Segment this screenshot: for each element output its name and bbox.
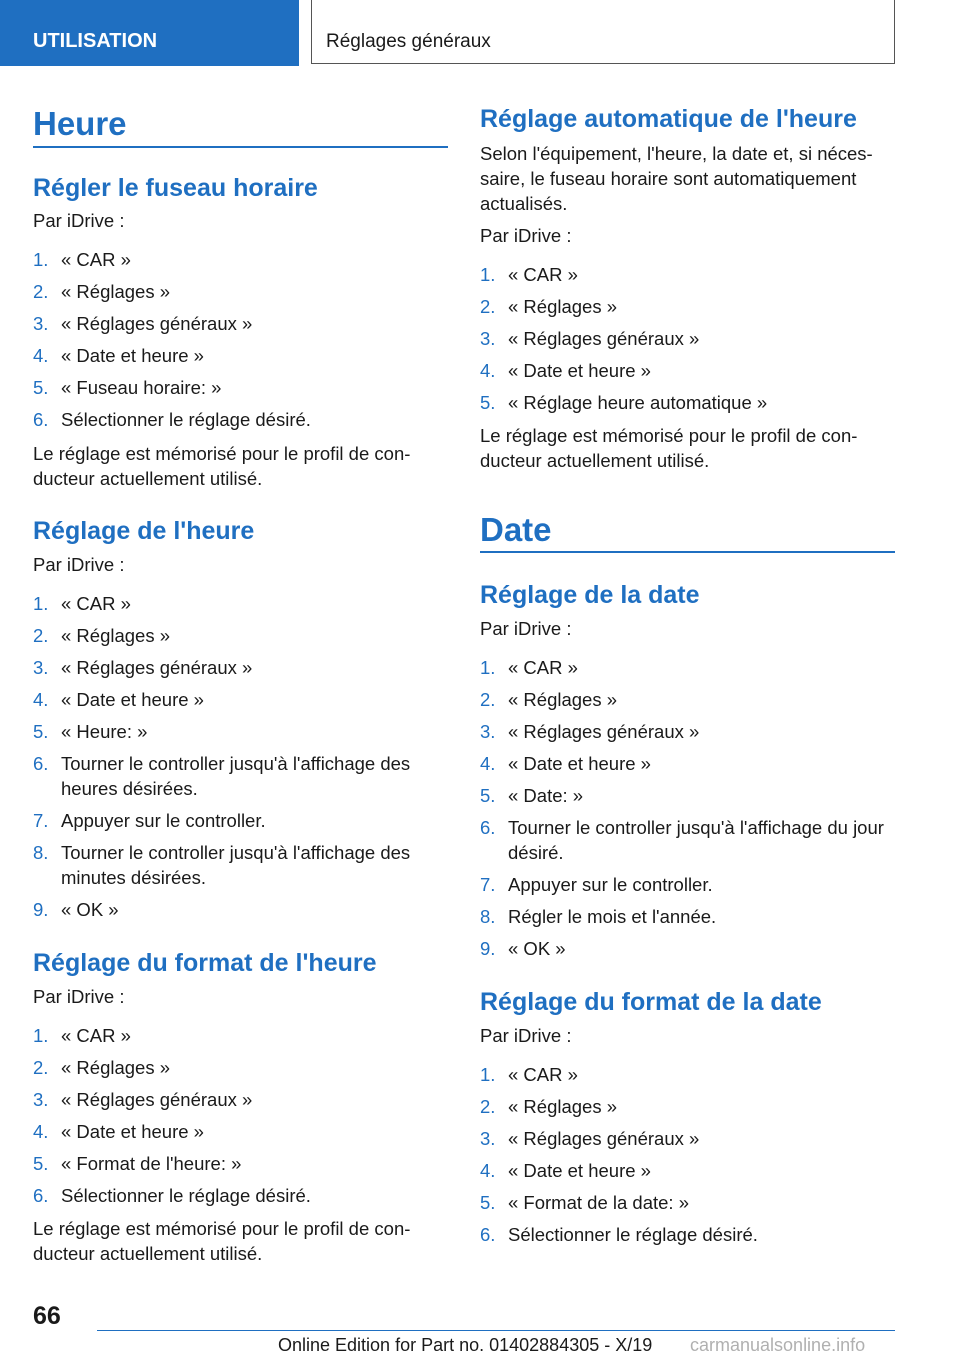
list-item-number: 4. [480, 1160, 496, 1181]
list-item-number: 2. [480, 689, 496, 710]
list-item-text: « Format de l'heure: » [61, 1153, 242, 1174]
list-item-number: 4. [33, 689, 49, 710]
watermark: carmanualsonline.info [690, 1335, 866, 1355]
list-item-number: 2. [480, 1096, 496, 1117]
list-item-text: « Réglages » [508, 689, 618, 710]
section-title-fuseau: Régler le fuseau horaire [33, 174, 318, 202]
section-note: Le réglage est mémorisé pour le profil de con‐ducteur actuellement utilisé. [480, 425, 858, 471]
list-item-text: « Date et heure » [508, 1160, 651, 1181]
list-item-text: Tourner le controller jusqu'à l'affichage des heures désirées. [61, 753, 411, 799]
heading-date: Date [480, 511, 552, 548]
list-item-number: 1. [33, 249, 49, 270]
list-item-text: Tourner le controller jusqu'à l'affichage des minutes désirées. [61, 842, 411, 888]
list-item-number: 5. [480, 785, 496, 806]
list-item-text: « Date et heure » [508, 360, 651, 381]
list-item-number: 1. [33, 1025, 49, 1046]
list-item-text: « Heure: » [61, 721, 148, 742]
section-note: Le réglage est mémorisé pour le profil de con‐ducteur actuellement utilisé. [33, 443, 411, 489]
section-description: Selon l'équipement, l'heure, la date et, si néces‐saire, le fuseau horaire sont automatiquement actualisés. [480, 143, 873, 214]
list-item-text: « Date et heure » [61, 689, 204, 710]
list-item-text: « CAR » [61, 1025, 131, 1046]
list-item-number: 1. [480, 1064, 496, 1085]
list-item-text: Régler le mois et l'année. [508, 906, 717, 927]
list-item-text: « CAR » [61, 593, 131, 614]
list-item-number: 1. [33, 593, 49, 614]
list-item-number: 6. [480, 1224, 496, 1245]
page-number: 66 [33, 1302, 61, 1330]
list-item-number: 6. [33, 409, 49, 430]
list-item-text: « Fuseau horaire: » [61, 377, 222, 398]
heading-rule [33, 146, 448, 148]
section-intro: Par iDrive : [33, 986, 125, 1007]
list-item-number: 5. [33, 721, 49, 742]
list-item-text: « CAR » [508, 657, 578, 678]
list-item-number: 2. [33, 281, 49, 302]
list-item-text: « Réglages généraux » [61, 1089, 253, 1110]
list-item-number: 9. [480, 938, 496, 959]
list-item-text: Sélectionner le réglage désiré. [61, 409, 311, 430]
list-item-number: 3. [480, 328, 496, 349]
section-intro: Par iDrive : [33, 210, 125, 231]
list-item-number: 8. [33, 842, 49, 863]
list-item-number: 9. [33, 899, 49, 920]
list-item-text: « Date et heure » [61, 1121, 204, 1142]
list-item-text: « OK » [508, 938, 566, 959]
list-item-number: 5. [33, 377, 49, 398]
subsection-title: Réglages généraux [311, 0, 895, 64]
list-item-text: « CAR » [508, 1064, 578, 1085]
list-item-number: 3. [480, 721, 496, 742]
list-item-number: 3. [33, 1089, 49, 1110]
list-item-number: 2. [33, 625, 49, 646]
list-item-number: 8. [480, 906, 496, 927]
list-item-text: « Réglages » [508, 296, 618, 317]
list-item-text: « OK » [61, 899, 119, 920]
list-item-number: 3. [33, 313, 49, 334]
list-item-text: « Réglages » [61, 281, 171, 302]
list-item-number: 7. [480, 874, 496, 895]
list-item-text: « Réglages généraux » [508, 1128, 700, 1149]
section-tab: UTILISATION [0, 0, 299, 66]
section-title-heure: Réglage de l'heure [33, 517, 255, 545]
edition-text: Online Edition for Part no. 01402884305 - X/19 [278, 1335, 653, 1355]
list-item-number: 6. [33, 1185, 49, 1206]
list-item-text: « Réglage heure automatique » [508, 392, 768, 413]
list-item-text: Sélectionner le réglage désiré. [508, 1224, 758, 1245]
list-item-text: « Réglages généraux » [61, 657, 253, 678]
list-item-text: « Date et heure » [61, 345, 204, 366]
list-item-number: 5. [480, 392, 496, 413]
list-item-text: « Format de la date: » [508, 1192, 689, 1213]
list-item-text: Appuyer sur le controller. [508, 874, 713, 895]
list-item-text: « Réglages généraux » [508, 721, 700, 742]
section-title-auto: Réglage automatique de l'heure [480, 105, 857, 133]
list-item-number: 4. [480, 360, 496, 381]
list-item-number: 4. [480, 753, 496, 774]
list-item-text: « Réglages généraux » [61, 313, 253, 334]
list-item-number: 6. [480, 817, 496, 838]
section-title-date: Réglage de la date [480, 581, 700, 609]
heading-rule [480, 551, 895, 553]
list-item-text: « Réglages » [61, 1057, 171, 1078]
section-title-format-heure: Réglage du format de l'heure [33, 949, 377, 977]
list-item-number: 5. [33, 1153, 49, 1174]
list-item-number: 3. [33, 657, 49, 678]
list-item-text: « CAR » [61, 249, 131, 270]
list-item-text: « Date et heure » [508, 753, 651, 774]
section-intro: Par iDrive : [480, 618, 572, 639]
heading-heure: Heure [33, 105, 127, 142]
list-item-text: « CAR » [508, 264, 578, 285]
list-item-text: Sélectionner le réglage désiré. [61, 1185, 311, 1206]
list-item-text: « Réglages généraux » [508, 328, 700, 349]
list-item-number: 7. [33, 810, 49, 831]
list-item-number: 5. [480, 1192, 496, 1213]
section-intro: Par iDrive : [480, 225, 572, 246]
footer-rule [97, 1330, 895, 1331]
list-item-number: 3. [480, 1128, 496, 1149]
list-item-text: « Réglages » [61, 625, 171, 646]
list-item-number: 4. [33, 1121, 49, 1142]
section-intro: Par iDrive : [480, 1025, 572, 1046]
list-item-number: 1. [480, 657, 496, 678]
section-title-format-date: Réglage du format de la date [480, 988, 822, 1016]
list-item-text: « Réglages » [508, 1096, 618, 1117]
section-note: Le réglage est mémorisé pour le profil de con‐ducteur actuellement utilisé. [33, 1218, 411, 1264]
list-item-number: 1. [480, 264, 496, 285]
list-item-number: 2. [480, 296, 496, 317]
list-item-number: 6. [33, 753, 49, 774]
list-item-text: Appuyer sur le controller. [61, 810, 266, 831]
list-item-text: Tourner le controller jusqu'à l'affichage du jour désiré. [508, 817, 884, 863]
list-item-number: 4. [33, 345, 49, 366]
page-header [0, 0, 960, 66]
list-item-text: « Date: » [508, 785, 584, 806]
section-intro: Par iDrive : [33, 554, 125, 575]
list-item-number: 2. [33, 1057, 49, 1078]
